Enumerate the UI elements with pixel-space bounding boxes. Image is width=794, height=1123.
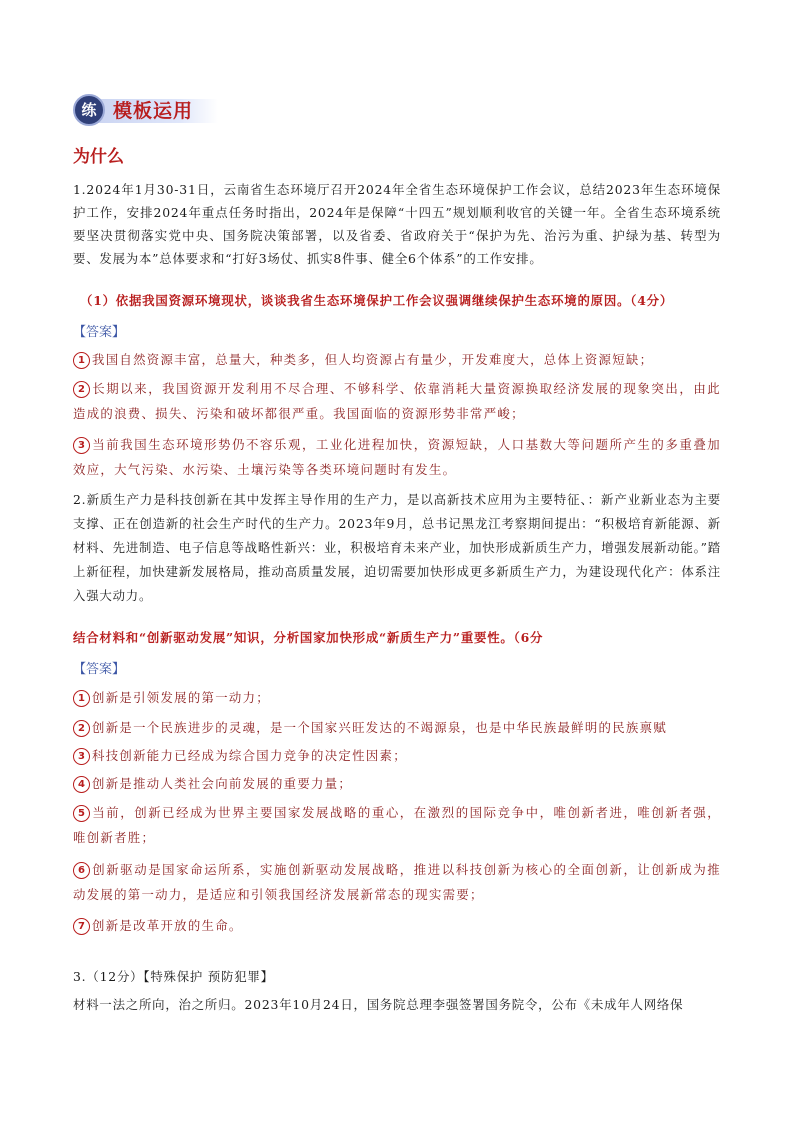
answer-text: 创新是改革开放的生命。 (92, 918, 243, 933)
circled-number-icon: 2 (73, 381, 90, 398)
q2-answer-7 (73, 913, 721, 938)
q1-answer-label: 【答案】 (73, 325, 126, 340)
q1-material: 1.2024年1月30-31日，云南省生态环境厅召开2024年全省生态环境保护工作会议，总结2023年生态环境保护工作，安排2024年重点任务时指出，2024年是保障“十四五”规划顺利收官的关键一年。全省生态环境系统要坚决贯彻落实党中央、国务院决策部署，以及省委、省政府关于“保护为先、治污为重、护绿为基、转型为要、发展为本”总体要求和“打好3场仗、抓实8件事、健全6个体系”的工作安排。 (73, 182, 721, 266)
q2-answer-1 (73, 685, 721, 710)
section-title: 为什么 (73, 147, 124, 167)
circled-number-icon: 1 (73, 352, 90, 369)
q2-answer-4 (73, 771, 721, 796)
q3-material: 材料一法之所向，治之所归。2023年10月24日，国务院总理李强签署国务院令，公布《未成年人网络保 (73, 997, 684, 1012)
answer-text: 创新是推动人类社会向前发展的重要力量； (92, 776, 353, 791)
circled-number-icon: 4 (73, 776, 90, 793)
practice-banner (73, 93, 218, 129)
answer-text: 我国自然资源丰富，总量大，种类多，但人均资源占有量少，开发难度大，总体上资源短缺； (92, 352, 654, 367)
q1-question: （1）依据我国资源环境现状，谈谈我省生态环境保护工作会议强调继续保护生态环境的原因。（4分） (80, 293, 674, 308)
answer-text: 当前我国生态环境形势仍不容乐观，工业化进程加快，资源短缺，人口基数大等问题所产生的多重叠加效应，大气污染、水污染、土壤污染等各类环境问题时有发生。 (73, 437, 721, 477)
circled-number-icon: 2 (73, 720, 90, 737)
answer-text: 当前，创新已经成为世界主要国家发展战略的重心，在激烈的国际竞争中，唯创新者进，唯创新者强，唯创新者胜； (73, 805, 721, 845)
q2-answer-2 (73, 715, 721, 740)
circled-number-icon: 3 (73, 748, 90, 765)
q2-answer-6 (73, 857, 721, 907)
circled-number-icon: 1 (73, 690, 90, 707)
answer-text: 创新是引领发展的第一动力； (92, 690, 270, 705)
q1-answer-3 (73, 432, 721, 482)
q1-answer-1 (73, 347, 721, 372)
answer-text: 长期以来，我国资源开发利用不尽合理、不够科学、依靠消耗大量资源换取经济发展的现象突出，由此造成的浪费、损失、污染和破坏都很严重。我国面临的资源形势非常严峻； (73, 381, 721, 421)
q3-header: 3.（12分）【特殊保护 预防犯罪】 (73, 969, 274, 984)
circled-number-icon: 6 (73, 862, 90, 879)
q2-answer-5 (73, 800, 721, 850)
q2-answer-label: 【答案】 (73, 662, 126, 677)
practice-badge-icon: 练 (73, 94, 105, 126)
banner-title: 模板运用 (113, 100, 194, 122)
circled-number-icon: 3 (73, 437, 90, 454)
answer-text: 科技创新能力已经成为综合国力竞争的决定性因素； (92, 748, 407, 763)
circled-number-icon: 7 (73, 918, 90, 935)
q2-answer-3 (73, 743, 721, 768)
answer-text: 创新是一个民族进步的灵魂，是一个国家兴旺发达的不竭源泉，也是中华民族最鲜明的民族禀赋 (92, 720, 668, 735)
circled-number-icon: 5 (73, 805, 90, 822)
q2-question: 结合材料和“创新驱动发展”知识，分析国家加快形成“新质生产力”重要性。（6分 (73, 630, 544, 645)
answer-text: 创新驱动是国家命运所系，实施创新驱动发展战略，推进以科技创新为核心的全面创新，让创新成为推动发展的第一动力，是适应和引领我国经济发展新常态的现实需要； (73, 862, 721, 902)
q1-answer-2 (73, 376, 721, 426)
q2-material: 2.新质生产力是科技创新在其中发挥主导作用的生产力，是以高新技术应用为主要特征、：新产业新业态为主要支撑、正在创造新的社会生产时代的生产力。2023年9月，总书记黑龙江考察期间提出：“积极培育新能源、新材料、先进制造、电子信息等战略性新兴：业，积极培育未来产业，加快形成新质生产力，增强发展新动能。”踏上新征程，加快建新发展格局，推动高质量发展，迫切需要加快形成更多新质生产力，为建设现代化产：体系注入强大动力。 (73, 492, 721, 603)
